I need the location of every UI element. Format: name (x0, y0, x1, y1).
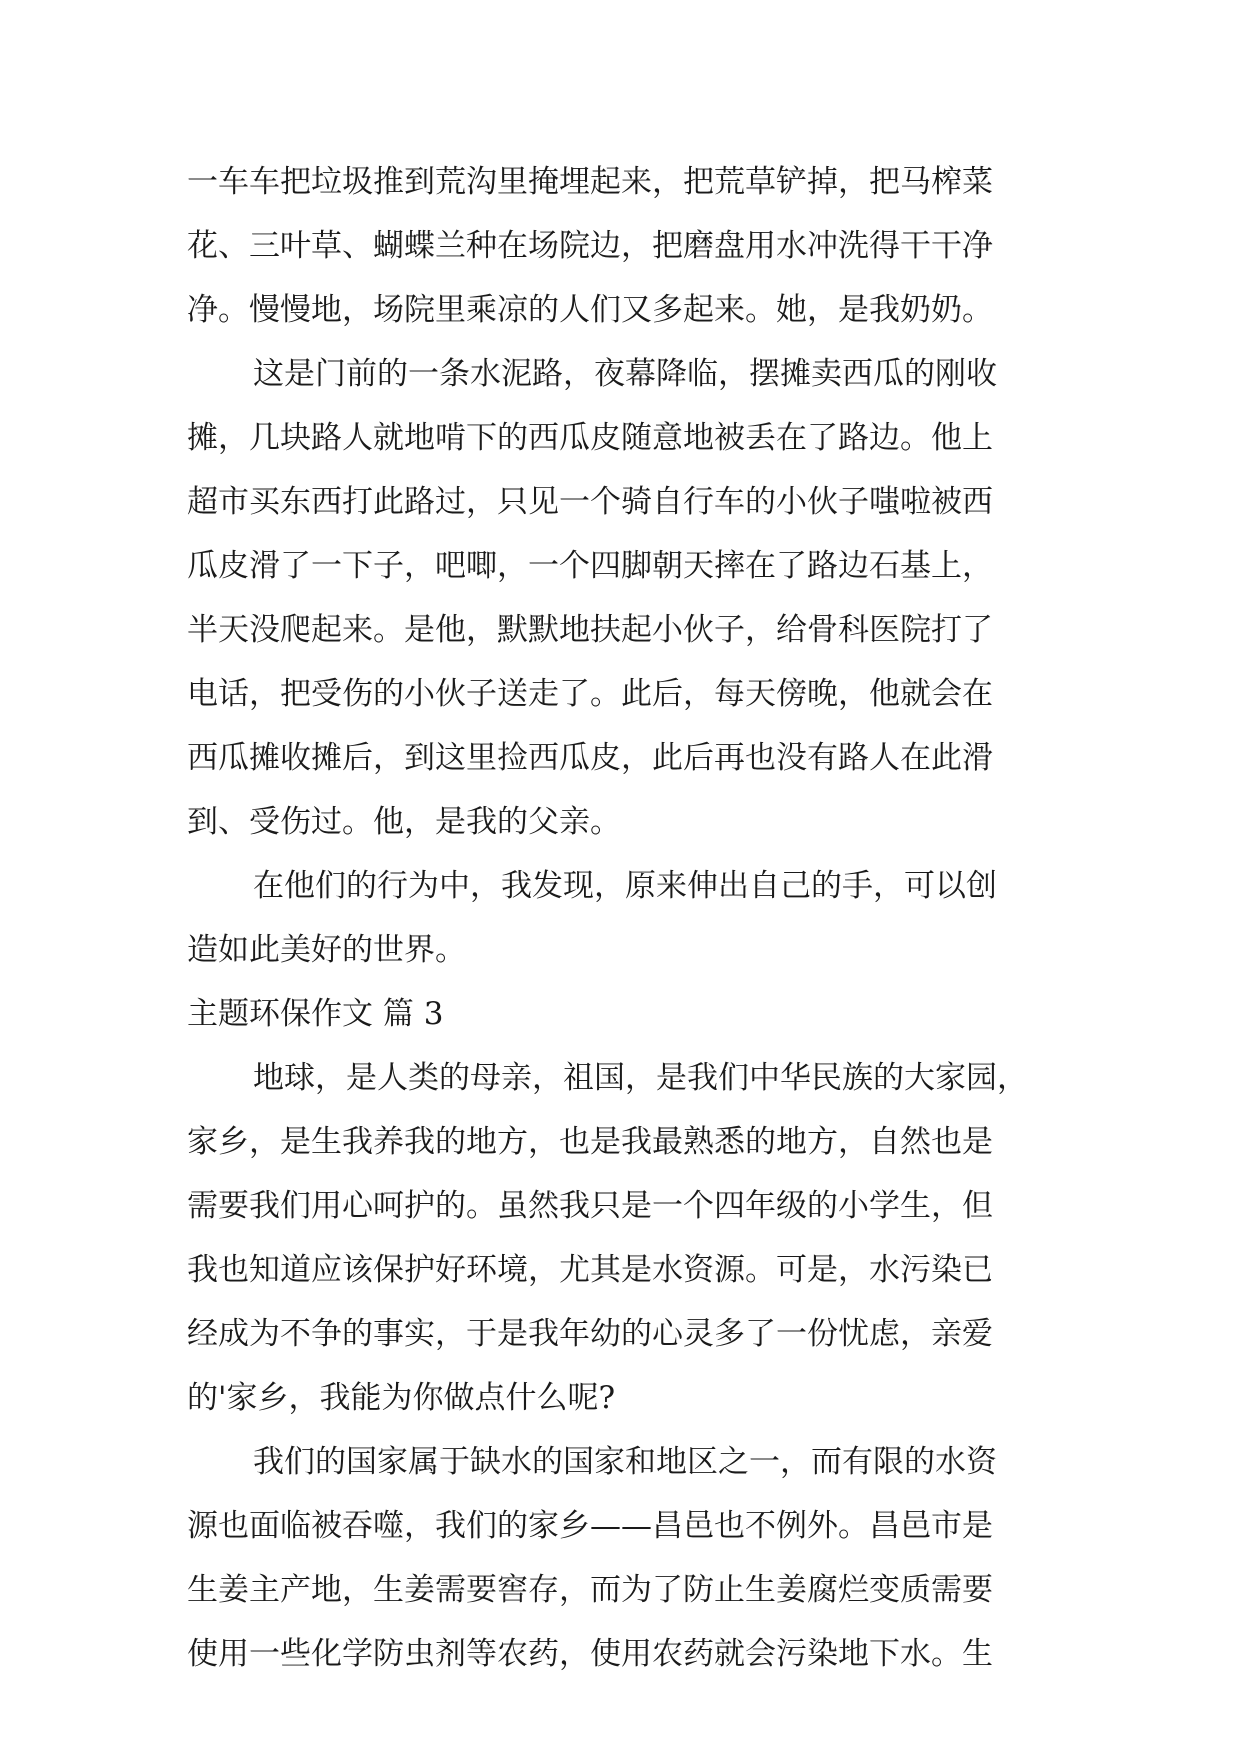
text-line: 花、三叶草、蝴蝶兰种在场院边，把磨盘用水冲洗得干干净 (187, 228, 993, 264)
paragraph-first-line: 在他们的行为中，我发现，原来伸出自己的手，可以创 (253, 868, 997, 904)
text-line: 超市买东西打此路过，只见一个骑自行车的小伙子嗤啦被西 (187, 484, 993, 520)
text-line: 到、受伤过。他，是我的父亲。 (187, 804, 621, 840)
text-line: 瓜皮滑了一下子，吧唧，一个四脚朝天摔在了路边石基上， (187, 548, 993, 584)
text-line: 一车车把垃圾推到荒沟里掩埋起来，把荒草铲掉，把马榨菜 (187, 164, 993, 200)
paragraph-first-line: 我们的国家属于缺水的国家和地区之一，而有限的水资 (253, 1444, 997, 1480)
text-line: 半天没爬起来。是他，默默地扶起小伙子，给骨科医院打了 (187, 612, 993, 648)
text-line: 经成为不争的事实，于是我年幼的心灵多了一份忧虑，亲爱 (187, 1316, 993, 1352)
text-line: 电话，把受伤的小伙子送走了。此后，每天傍晚，他就会在 (187, 676, 993, 712)
paragraph-first-line: 这是门前的一条水泥路，夜幕降临，摆摊卖西瓜的刚收 (253, 356, 997, 392)
text-line: 摊，几块路人就地啃下的西瓜皮随意地被丢在了路边。他上 (187, 420, 993, 456)
text-line: 的'家乡，我能为你做点什么呢? (187, 1380, 616, 1416)
text-line: 造如此美好的世界。 (187, 932, 466, 968)
text-line: 生姜主产地，生姜需要窖存，而为了防止生姜腐烂变质需要 (187, 1572, 993, 1608)
text-line: 源也面临被吞噬，我们的家乡——昌邑也不例外。昌邑市是 (187, 1508, 993, 1544)
text-line: 家乡，是生我养我的地方，也是我最熟悉的地方，自然也是 (187, 1124, 993, 1160)
text-line: 我也知道应该保护好环境，尤其是水资源。可是，水污染已 (187, 1252, 993, 1288)
text-line: 使用一些化学防虫剂等农药，使用农药就会污染地下水。生 (187, 1636, 993, 1672)
text-line: 需要我们用心呵护的。虽然我只是一个四年级的小学生，但 (187, 1188, 993, 1224)
section-heading: 主题环保作文 篇 3 (187, 996, 444, 1032)
text-line: 西瓜摊收摊后，到这里捡西瓜皮，此后再也没有路人在此滑 (187, 740, 993, 776)
paragraph-first-line: 地球，是人类的母亲，祖国，是我们中华民族的大家园， (253, 1060, 1028, 1096)
text-line: 净。慢慢地，场院里乘凉的人们又多起来。她，是我奶奶。 (187, 292, 993, 328)
